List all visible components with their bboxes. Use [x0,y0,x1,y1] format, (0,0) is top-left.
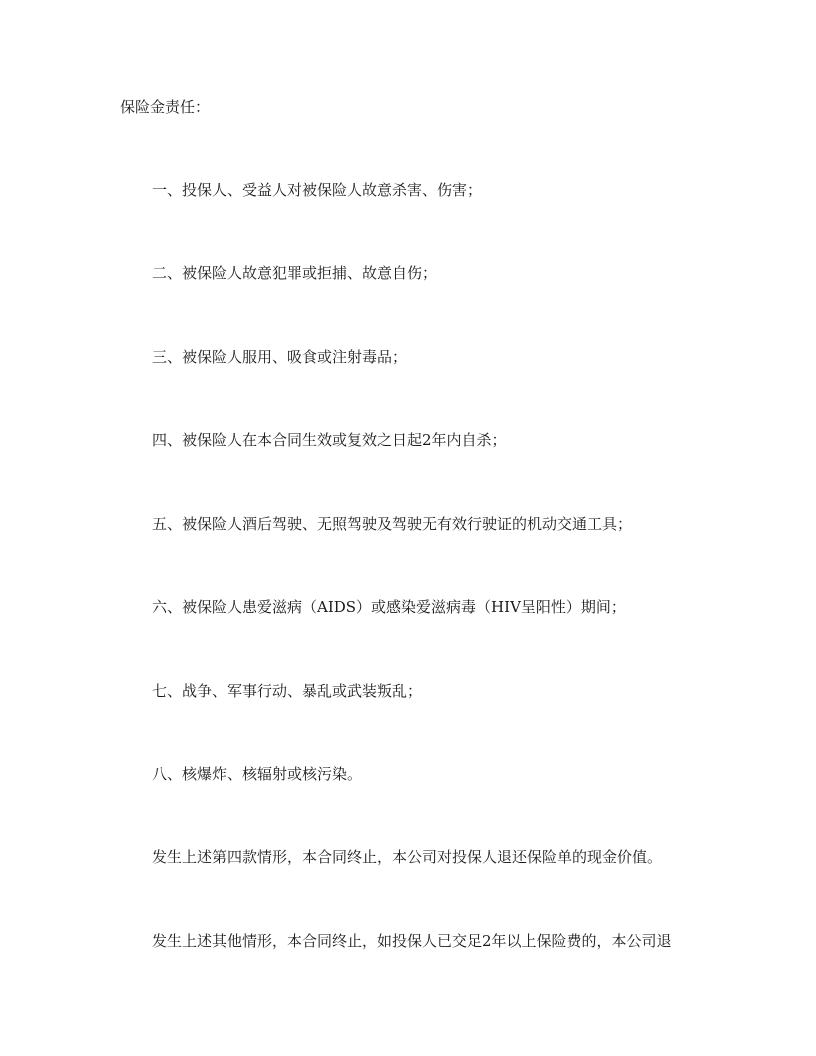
clause-6: 六、被保险人患爱滋病（AIDS）或感染爱滋病毒（HIV呈阳性）期间； [152,598,626,616]
other-circumstances-paragraph: 发生上述其他情形，本合同终止，如投保人已交足2年以上保险费的，本公司退 [152,932,672,950]
termination-paragraph: 发生上述第四款情形，本合同终止，本公司对投保人退还保险单的现金价值。 [152,848,663,866]
clause-1: 一、投保人、受益人对被保险人故意杀害、伤害； [152,181,483,199]
clause-4: 四、被保险人在本合同生效或复效之日起2年内自杀； [152,431,507,449]
section-heading: 保险金责任： [120,98,211,116]
clause-8: 八、核爆炸、核辐射或核污染。 [152,765,363,783]
clause-3: 三、被保险人服用、吸食或注射毒品； [152,348,408,366]
clause-2: 二、被保险人故意犯罪或拒捕、故意自伤； [152,264,438,282]
clause-5: 五、被保险人酒后驾驶、无照驾驶及驾驶无有效行驶证的机动交通工具； [152,515,633,533]
clause-7: 七、战争、军事行动、暴乱或武装叛乱； [152,682,423,700]
